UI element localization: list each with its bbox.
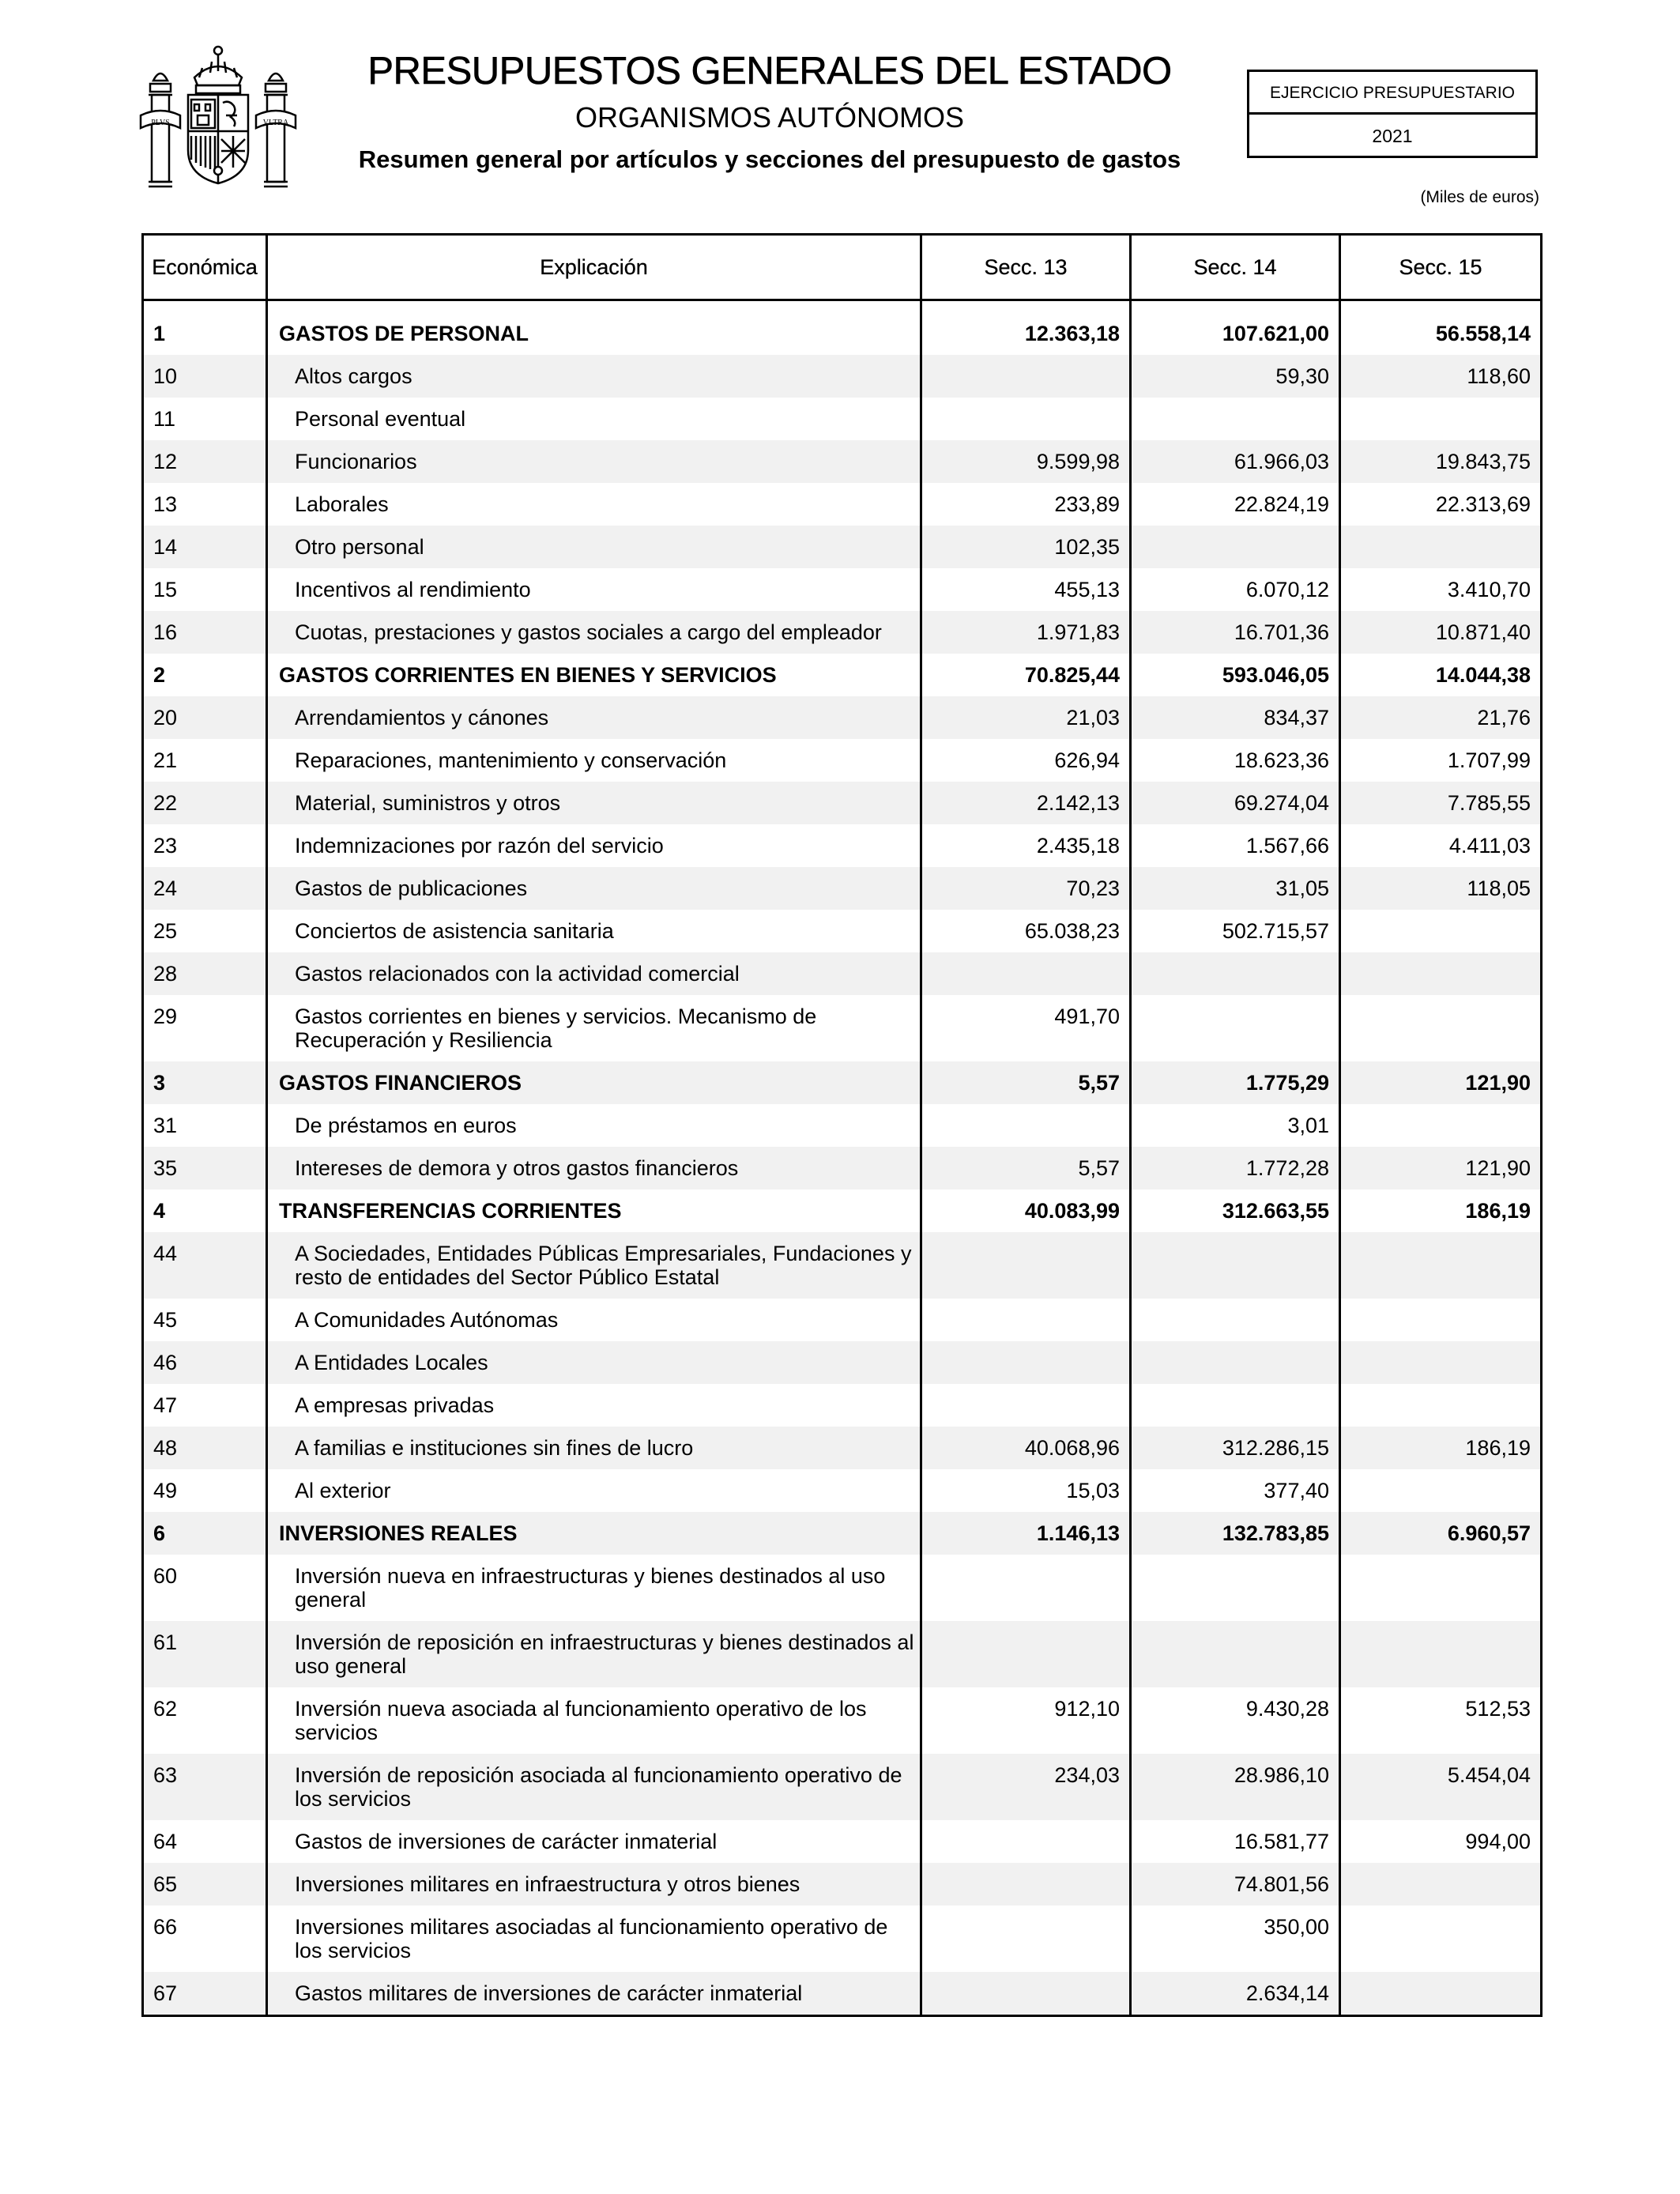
- cell-explicacion: De préstamos en euros: [267, 1104, 921, 1147]
- table-row: [143, 440, 1542, 483]
- cell-code: 23: [143, 824, 267, 867]
- table-header-row: [143, 235, 1542, 300]
- table-row-article: [143, 654, 1542, 696]
- cell-secc-15: [1340, 910, 1542, 952]
- table-row: [143, 526, 1542, 568]
- cell-explicacion: Inversiones militares en infraestructura y otros bienes: [267, 1863, 921, 1906]
- cell-secc-15: 186,19: [1340, 1189, 1542, 1232]
- cell-explicacion: Conciertos de asistencia sanitaria: [267, 910, 921, 952]
- cell-explicacion: Inversiones militares asociadas al funcionamiento operativo de los servicios: [267, 1906, 921, 1972]
- cell-code: 25: [143, 910, 267, 952]
- cell-code: 66: [143, 1906, 267, 1972]
- cell-secc-15: [1340, 1299, 1542, 1341]
- table-row: [143, 483, 1542, 526]
- cell-secc-13: [921, 1906, 1131, 1972]
- table-row: [143, 1341, 1542, 1384]
- cell-explicacion: GASTOS DE PERSONAL: [267, 312, 921, 355]
- cell-explicacion: INVERSIONES REALES: [267, 1512, 921, 1555]
- header-titles: [316, 47, 1223, 175]
- cell-secc-14: 312.663,55: [1131, 1189, 1340, 1232]
- column-header-economica: Económica: [143, 235, 267, 300]
- cell-code: 35: [143, 1147, 267, 1189]
- table-row-article: [143, 1061, 1542, 1104]
- cell-secc-15: [1340, 1384, 1542, 1427]
- cell-explicacion: Cuotas, prestaciones y gastos sociales a cargo del empleador: [267, 611, 921, 654]
- cell-secc-14: 74.801,56: [1131, 1863, 1340, 1906]
- cell-explicacion: Otro personal: [267, 526, 921, 568]
- cell-secc-13: 455,13: [921, 568, 1131, 611]
- cell-secc-13: [921, 1384, 1131, 1427]
- cell-code: 10: [143, 355, 267, 398]
- cell-secc-15: [1340, 1972, 1542, 2016]
- cell-code: 44: [143, 1232, 267, 1299]
- cell-secc-15: [1340, 1469, 1542, 1512]
- table-row: [143, 739, 1542, 782]
- cell-code: 47: [143, 1384, 267, 1427]
- cell-secc-13: 2.142,13: [921, 782, 1131, 824]
- cell-secc-13: [921, 1299, 1131, 1341]
- cell-code: 31: [143, 1104, 267, 1147]
- cell-secc-14: 502.715,57: [1131, 910, 1340, 952]
- cell-secc-15: 994,00: [1340, 1820, 1542, 1863]
- cell-code: 22: [143, 782, 267, 824]
- cell-code: 60: [143, 1555, 267, 1621]
- cell-secc-13: [921, 1820, 1131, 1863]
- cell-secc-13: [921, 1863, 1131, 1906]
- cell-secc-13: [921, 355, 1131, 398]
- cell-secc-15: [1340, 1863, 1542, 1906]
- column-header-secc-13: Secc. 13: [921, 235, 1131, 300]
- cell-secc-14: [1131, 1384, 1340, 1427]
- coat-of-arms-logo: [139, 40, 297, 194]
- cell-secc-14: [1131, 1555, 1340, 1621]
- cell-secc-14: 593.046,05: [1131, 654, 1340, 696]
- document-subtitle: ORGANISMOS AUTÓNOMOS: [574, 101, 965, 134]
- table-row: [143, 398, 1542, 440]
- cell-secc-13: [921, 1621, 1131, 1687]
- cell-secc-15: 118,05: [1340, 867, 1542, 910]
- cell-explicacion: Inversión nueva en infraestructuras y bienes destinados al uso general: [267, 1555, 921, 1621]
- table-row-article: [143, 1189, 1542, 1232]
- cell-secc-14: 16.701,36: [1131, 611, 1340, 654]
- table-row: [143, 1820, 1542, 1863]
- cell-code: 63: [143, 1754, 267, 1820]
- cell-code: 49: [143, 1469, 267, 1512]
- cell-secc-15: 1.707,99: [1340, 739, 1542, 782]
- cell-code: 11: [143, 398, 267, 440]
- cell-code: 2: [143, 654, 267, 696]
- cell-secc-14: 59,30: [1131, 355, 1340, 398]
- cell-secc-15: 22.313,69: [1340, 483, 1542, 526]
- table-row: [143, 910, 1542, 952]
- cell-explicacion: Gastos corrientes en bienes y servicios. Mecanismo de Recuperación y Resiliencia: [267, 995, 921, 1061]
- cell-secc-15: [1340, 1621, 1542, 1687]
- cell-code: 12: [143, 440, 267, 483]
- cell-code: 28: [143, 952, 267, 995]
- cell-code: 29: [143, 995, 267, 1061]
- cell-secc-15: [1340, 952, 1542, 995]
- cell-secc-15: 121,90: [1340, 1147, 1542, 1189]
- cell-secc-13: 1.146,13: [921, 1512, 1131, 1555]
- cell-secc-13: 15,03: [921, 1469, 1131, 1512]
- cell-secc-14: 9.430,28: [1131, 1687, 1340, 1754]
- cell-secc-14: 1.567,66: [1131, 824, 1340, 867]
- table-row: [143, 1147, 1542, 1189]
- cell-code: 45: [143, 1299, 267, 1341]
- cell-secc-13: 70,23: [921, 867, 1131, 910]
- cell-secc-15: [1340, 1906, 1542, 1972]
- cell-secc-15: 186,19: [1340, 1427, 1542, 1469]
- cell-secc-14: [1131, 952, 1340, 995]
- cell-secc-14: [1131, 1299, 1340, 1341]
- cell-secc-15: 14.044,38: [1340, 654, 1542, 696]
- svg-text:PLVS: PLVS: [151, 119, 170, 127]
- cell-secc-15: [1340, 1555, 1542, 1621]
- cell-secc-15: 118,60: [1340, 355, 1542, 398]
- cell-secc-14: [1131, 1341, 1340, 1384]
- cell-explicacion: Reparaciones, mantenimiento y conservación: [267, 739, 921, 782]
- cell-secc-13: 65.038,23: [921, 910, 1131, 952]
- cell-code: 46: [143, 1341, 267, 1384]
- table-row: [143, 1687, 1542, 1754]
- cell-secc-13: 626,94: [921, 739, 1131, 782]
- cell-explicacion: Gastos de publicaciones: [267, 867, 921, 910]
- cell-explicacion: Altos cargos: [267, 355, 921, 398]
- table-row: [143, 1384, 1542, 1427]
- cell-secc-15: 21,76: [1340, 696, 1542, 739]
- table-row: [143, 1754, 1542, 1820]
- table-row-article: [143, 1512, 1542, 1555]
- table-row: [143, 696, 1542, 739]
- cell-secc-13: 21,03: [921, 696, 1131, 739]
- units-label: (Miles de euros): [1420, 188, 1539, 206]
- table-row: [143, 1427, 1542, 1469]
- cell-secc-14: [1131, 1621, 1340, 1687]
- cell-code: 6: [143, 1512, 267, 1555]
- cell-secc-13: [921, 398, 1131, 440]
- table-row: [143, 782, 1542, 824]
- cell-explicacion: A empresas privadas: [267, 1384, 921, 1427]
- cell-secc-15: 10.871,40: [1340, 611, 1542, 654]
- cell-explicacion: Inversión de reposición asociada al funcionamiento operativo de los servicios: [267, 1754, 921, 1820]
- cell-secc-13: 233,89: [921, 483, 1131, 526]
- cell-secc-13: [921, 1972, 1131, 2016]
- cell-code: 64: [143, 1820, 267, 1863]
- cell-secc-13: 12.363,18: [921, 312, 1131, 355]
- cell-secc-13: 5,57: [921, 1061, 1131, 1104]
- cell-secc-13: [921, 1341, 1131, 1384]
- cell-secc-13: 234,03: [921, 1754, 1131, 1820]
- cell-secc-13: [921, 952, 1131, 995]
- cell-code: 16: [143, 611, 267, 654]
- cell-code: 14: [143, 526, 267, 568]
- cell-explicacion: Gastos relacionados con la actividad comercial: [267, 952, 921, 995]
- table-row: [143, 1863, 1542, 1906]
- cell-explicacion: Indemnizaciones por razón del servicio: [267, 824, 921, 867]
- cell-secc-15: [1340, 1104, 1542, 1147]
- cell-secc-13: [921, 1232, 1131, 1299]
- cell-secc-13: 912,10: [921, 1687, 1131, 1754]
- cell-secc-15: [1340, 526, 1542, 568]
- table-row: [143, 1232, 1542, 1299]
- cell-secc-15: 512,53: [1340, 1687, 1542, 1754]
- cell-explicacion: Material, suministros y otros: [267, 782, 921, 824]
- exercise-year: 2021: [1372, 126, 1413, 146]
- cell-secc-14: 377,40: [1131, 1469, 1340, 1512]
- cell-secc-14: 3,01: [1131, 1104, 1340, 1147]
- document-title: PRESUPUESTOS GENERALES DEL ESTADO: [367, 50, 1172, 92]
- cell-secc-15: 4.411,03: [1340, 824, 1542, 867]
- cell-code: 21: [143, 739, 267, 782]
- table-row: [143, 867, 1542, 910]
- cell-secc-13: 9.599,98: [921, 440, 1131, 483]
- cell-secc-15: [1340, 1341, 1542, 1384]
- cell-secc-14: 28.986,10: [1131, 1754, 1340, 1820]
- cell-secc-14: 22.824,19: [1131, 483, 1340, 526]
- cell-explicacion: Al exterior: [267, 1469, 921, 1512]
- table-row: [143, 1104, 1542, 1147]
- table-row: [143, 1621, 1542, 1687]
- cell-explicacion: Laborales: [267, 483, 921, 526]
- cell-secc-15: 5.454,04: [1340, 1754, 1542, 1820]
- cell-secc-13: 2.435,18: [921, 824, 1131, 867]
- table-row: [143, 611, 1542, 654]
- table-row: [143, 355, 1542, 398]
- cell-code: 67: [143, 1972, 267, 2016]
- table-row-article: [143, 312, 1542, 355]
- budget-table: [141, 233, 1543, 2017]
- cell-secc-14: 1.775,29: [1131, 1061, 1340, 1104]
- table-body: [143, 300, 1542, 2016]
- cell-secc-13: 40.068,96: [921, 1427, 1131, 1469]
- cell-explicacion: Gastos militares de inversiones de carácter inmaterial: [267, 1972, 921, 2016]
- cell-secc-14: 132.783,85: [1131, 1512, 1340, 1555]
- cell-secc-14: 107.621,00: [1131, 312, 1340, 355]
- cell-explicacion: Intereses de demora y otros gastos financieros: [267, 1147, 921, 1189]
- cell-explicacion: Inversión nueva asociada al funcionamiento operativo de los servicios: [267, 1687, 921, 1754]
- cell-secc-14: 31,05: [1131, 867, 1340, 910]
- cell-secc-14: 18.623,36: [1131, 739, 1340, 782]
- cell-secc-14: [1131, 526, 1340, 568]
- cell-secc-15: [1340, 398, 1542, 440]
- cell-secc-14: 2.634,14: [1131, 1972, 1340, 2016]
- cell-code: 3: [143, 1061, 267, 1104]
- cell-explicacion: A Comunidades Autónomas: [267, 1299, 921, 1341]
- cell-secc-14: 834,37: [1131, 696, 1340, 739]
- cell-code: 24: [143, 867, 267, 910]
- cell-explicacion: Arrendamientos y cánones: [267, 696, 921, 739]
- cell-secc-15: [1340, 1232, 1542, 1299]
- table-row: [143, 568, 1542, 611]
- cell-code: 62: [143, 1687, 267, 1754]
- cell-secc-15: 7.785,55: [1340, 782, 1542, 824]
- cell-secc-13: [921, 1104, 1131, 1147]
- cell-secc-15: 56.558,14: [1340, 312, 1542, 355]
- cell-secc-15: 6.960,57: [1340, 1512, 1542, 1555]
- cell-secc-14: [1131, 398, 1340, 440]
- table-row: [143, 824, 1542, 867]
- cell-explicacion: Gastos de inversiones de carácter inmaterial: [267, 1820, 921, 1863]
- cell-code: 61: [143, 1621, 267, 1687]
- exercise-box: [1247, 70, 1538, 158]
- cell-explicacion: A familias e instituciones sin fines de lucro: [267, 1427, 921, 1469]
- cell-secc-15: 121,90: [1340, 1061, 1542, 1104]
- cell-explicacion: A Sociedades, Entidades Públicas Empresariales, Fundaciones y resto de entidades del Sector Público Estatal: [267, 1232, 921, 1299]
- cell-secc-13: 102,35: [921, 526, 1131, 568]
- cell-secc-14: 1.772,28: [1131, 1147, 1340, 1189]
- cell-explicacion: A Entidades Locales: [267, 1341, 921, 1384]
- cell-secc-14: 350,00: [1131, 1906, 1340, 1972]
- column-header-secc-14: Secc. 14: [1131, 235, 1340, 300]
- column-header-secc-15: Secc. 15: [1340, 235, 1542, 300]
- table-row: [143, 1469, 1542, 1512]
- cell-code: 13: [143, 483, 267, 526]
- cell-code: 65: [143, 1863, 267, 1906]
- document-description: Resumen general por artículos y secciones del presupuesto de gastos: [358, 145, 1181, 173]
- table-row: [143, 1906, 1542, 1972]
- cell-secc-13: 70.825,44: [921, 654, 1131, 696]
- cell-secc-13: 1.971,83: [921, 611, 1131, 654]
- cell-explicacion: TRANSFERENCIAS CORRIENTES: [267, 1189, 921, 1232]
- table-row: [143, 995, 1542, 1061]
- column-header-explicacion: Explicación: [267, 235, 921, 300]
- cell-secc-14: 61.966,03: [1131, 440, 1340, 483]
- cell-secc-14: 6.070,12: [1131, 568, 1340, 611]
- exercise-label: EJERCICIO PRESUPUESTARIO: [1249, 72, 1535, 115]
- cell-explicacion: Inversión de reposición en infraestructuras y bienes destinados al uso general: [267, 1621, 921, 1687]
- table-row: [143, 1555, 1542, 1621]
- cell-secc-14: 312.286,15: [1131, 1427, 1340, 1469]
- cell-secc-13: 491,70: [921, 995, 1131, 1061]
- cell-explicacion: Funcionarios: [267, 440, 921, 483]
- cell-secc-15: [1340, 995, 1542, 1061]
- cell-code: 1: [143, 312, 267, 355]
- cell-code: 20: [143, 696, 267, 739]
- cell-secc-14: 16.581,77: [1131, 1820, 1340, 1863]
- cell-code: 15: [143, 568, 267, 611]
- cell-secc-15: 3.410,70: [1340, 568, 1542, 611]
- table-row: [143, 1299, 1542, 1341]
- cell-code: 4: [143, 1189, 267, 1232]
- table-row: [143, 952, 1542, 995]
- cell-secc-14: 69.274,04: [1131, 782, 1340, 824]
- table-row: [143, 1972, 1542, 2016]
- cell-secc-13: 40.083,99: [921, 1189, 1131, 1232]
- cell-explicacion: GASTOS FINANCIEROS: [267, 1061, 921, 1104]
- cell-secc-14: [1131, 995, 1340, 1061]
- cell-code: 48: [143, 1427, 267, 1469]
- svg-text:VLTRA: VLTRA: [262, 119, 289, 127]
- cell-explicacion: Personal eventual: [267, 398, 921, 440]
- cell-secc-13: 5,57: [921, 1147, 1131, 1189]
- cell-secc-13: [921, 1555, 1131, 1621]
- cell-secc-14: [1131, 1232, 1340, 1299]
- cell-explicacion: Incentivos al rendimiento: [267, 568, 921, 611]
- cell-secc-15: 19.843,75: [1340, 440, 1542, 483]
- cell-explicacion: GASTOS CORRIENTES EN BIENES Y SERVICIOS: [267, 654, 921, 696]
